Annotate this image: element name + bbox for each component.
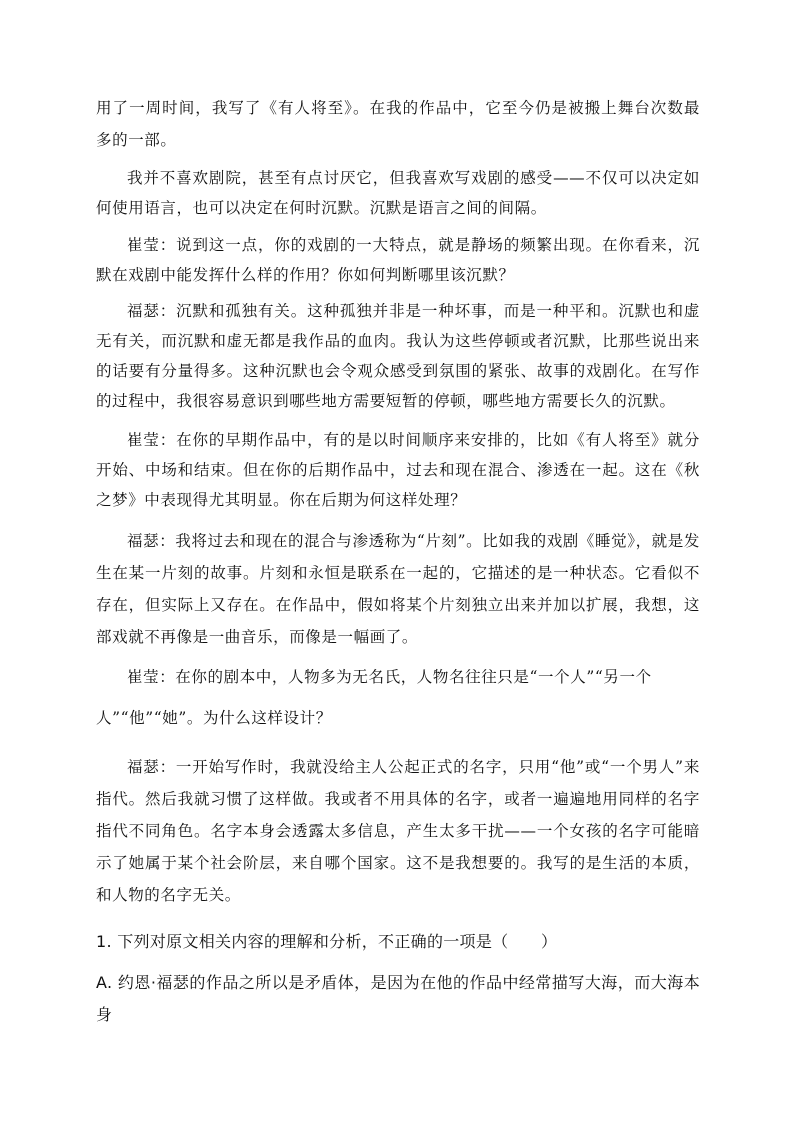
paragraph-cui-silence-question: 崔莹：说到这一点，你的戏剧的一大特点，就是静场的频繁出现。在你看来，沉默在戏剧中能发挥什么样的作用？你如何判断哪里该沉默？: [96, 236, 700, 284]
paragraph-cui-name-question-line1: 崔莹：在你的剧本中，人物多为无名氏，人物名往往只是“一个人”“另一个: [127, 668, 652, 686]
question-1-option-a: A. 约恩·福瑟的作品之所以是矛盾体，是因为在他的作品中经常描写大海，而大海本身: [96, 973, 700, 1024]
paragraph-fosse-moment-answer: 福瑟：我将过去和现在的混合与渗透称为“片刻”。比如我的戏剧《睡觉》，就是发生在某一片刻的故事。片刻和永恒是联系在一起的，它描述的是一种状态。它看似不存在，但实际上又存在。在作品中，假如将某个片刻独立出来并加以扩展，我想，这部戏就不再像是一曲音乐，而像是一幅画了。: [96, 532, 700, 646]
paragraph-cui-name-question-line2: 人”“他”“她”。为什么这样设计？: [96, 709, 332, 727]
question-1: 1. 下列对原文相关内容的理解和分析，不正确的一项是（ ）: [96, 932, 558, 951]
paragraph-fosse-silence-answer: 福瑟：沉默和孤独有关。这种孤独并非是一种坏事，而是一种平和。沉默也和虚无有关，而沉默和虚无都是我作品的血肉。我认为这些停顿或者沉默，比那些说出来的话要有分量得多。这种沉默也会令观众感受到氛围的紧张、故事的戏剧化。在写作的过程中，我很容易意识到哪些地方需要短暂的停顿，哪些地方需要长久的沉默。: [96, 302, 700, 410]
paragraph-writing-time: 用了一周时间，我写了《有人将至》。在我的作品中，它至今仍是被搬上舞台次数最多的一部。: [96, 99, 700, 149]
paragraph-fosse-name-answer: 福瑟：一开始写作时，我就没给主人公起正式的名字，只用“他”或“一个男人”来指代。然后我就习惯了这样做。我或者不用具体的名字，或者一遍遍地用同样的名字指代不同角色。名字本身会透露太多信息，产生太多干扰——一个女孩的名字可能暗示了她属于某个社会阶层，来自哪个国家。这不是我想要的。我写的是生活的本质，和人物的名字无关。: [96, 758, 700, 904]
paragraph-cui-time-question: 崔莹：在你的早期作品中，有的是以时间顺序来安排的，比如《有人将至》就分开始、中场和结束。但在你的后期作品中，过去和现在混合、渗透在一起。这在《秋之梦》中表现得尤其明显。你在后期为何这样处理？: [96, 431, 700, 509]
paragraph-theater-feeling: 我并不喜欢剧院，甚至有点讨厌它，但我喜欢写戏剧的感受——不仅可以决定如何使用语言，也可以决定在何时沉默。沉默是语言之间的间隔。: [96, 169, 700, 217]
